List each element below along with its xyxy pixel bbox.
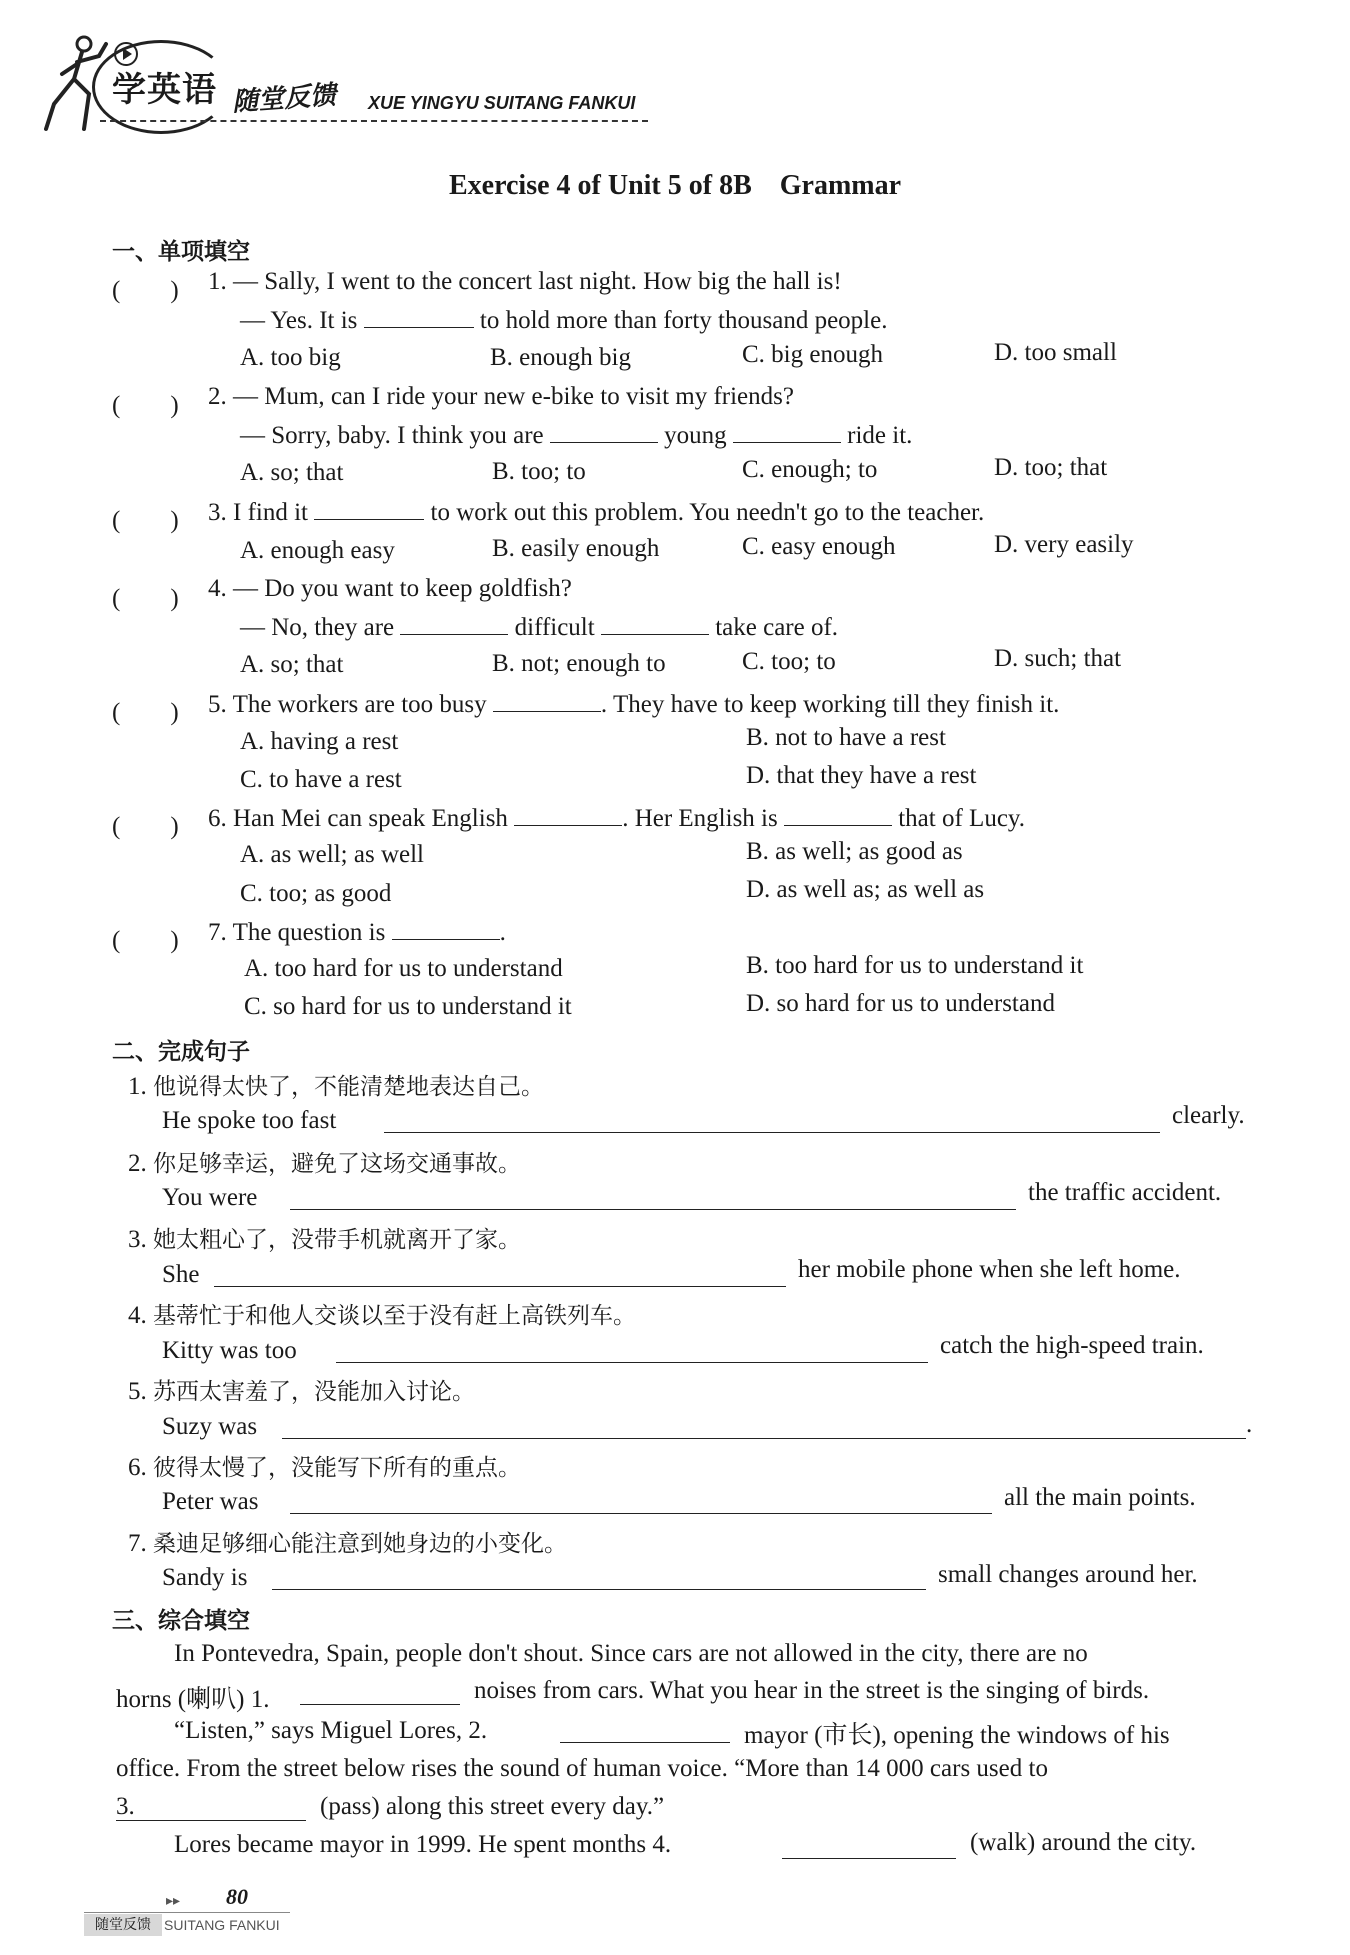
blank[interactable]	[784, 803, 892, 826]
answer-end: her mobile phone when she left home.	[798, 1256, 1181, 1283]
answer-end: .	[1246, 1411, 1253, 1438]
option-c[interactable]: C. big enough	[742, 341, 883, 368]
translate-item-2: 2. 你足够幸运，避免了这场交通事故。	[128, 1150, 521, 1177]
blank-3[interactable]	[116, 1818, 306, 1821]
passage-line-3b: mayor (市长), opening the windows of his	[744, 1722, 1170, 1749]
answer-line[interactable]	[272, 1587, 926, 1590]
answer-line[interactable]	[384, 1130, 1160, 1133]
answer-start: She	[162, 1261, 200, 1288]
question-3: 3. I find it to work out this problem. You needn't go to the teacher.	[208, 499, 985, 526]
passage-line-6b: (walk) around the city.	[970, 1829, 1197, 1856]
answer-start: Sandy is	[162, 1564, 248, 1591]
question-1-line2: — Yes. It is to hold more than forty thousand people.	[240, 307, 888, 334]
option-a[interactable]: A. so; that	[240, 651, 344, 678]
blank[interactable]	[392, 917, 500, 940]
option-d[interactable]: D. as well as; as well as	[746, 876, 985, 903]
answer-paren[interactable]: ( )	[112, 699, 179, 726]
header-pinyin: XUE YINGYU SUITANG FANKUI	[368, 93, 636, 113]
answer-end: small changes around her.	[938, 1561, 1198, 1588]
option-b[interactable]: B. too; to	[492, 458, 586, 485]
answer-line[interactable]	[214, 1284, 786, 1287]
option-b[interactable]: B. as well; as good as	[746, 838, 963, 865]
header-divider	[100, 120, 648, 122]
passage-line-5a: 3.	[116, 1793, 135, 1820]
answer-end: the traffic accident.	[1028, 1179, 1222, 1206]
option-b[interactable]: B. easily enough	[492, 535, 660, 562]
section2-heading: 二、完成句子	[112, 1039, 250, 1065]
blank-1[interactable]	[300, 1702, 460, 1705]
blank[interactable]	[400, 612, 508, 635]
passage-line-6a: Lores became mayor in 1999. He spent months 4.	[174, 1831, 672, 1858]
answer-start: Kitty was too	[162, 1337, 297, 1364]
blank[interactable]	[733, 420, 841, 443]
header-title: 学英语	[112, 70, 217, 110]
answer-paren[interactable]: ( )	[112, 813, 179, 840]
passage-line-4: office. From the street below rises the sound of human voice. “More than 14 000 cars used to	[116, 1755, 1048, 1782]
answer-end: clearly.	[1172, 1102, 1245, 1129]
option-b[interactable]: B. enough big	[490, 344, 631, 371]
footer-divider	[84, 1912, 290, 1913]
translate-item-1: 1. 他说得太快了，不能清楚地表达自己。	[128, 1073, 544, 1100]
blank[interactable]	[550, 420, 658, 443]
option-a[interactable]: A. having a rest	[240, 728, 399, 755]
option-c[interactable]: C. too; as good	[240, 880, 392, 907]
translate-item-6: 6. 彼得太慢了，没能写下所有的重点。	[128, 1454, 521, 1481]
question-1: 1. — Sally, I went to the concert last night. How big the hall is!	[208, 268, 842, 295]
question-7: 7. The question is .	[208, 919, 506, 946]
translate-item-4: 4. 基蒂忙于和他人交谈以至于没有赶上高铁列车。	[128, 1302, 636, 1329]
passage-line-1: In Pontevedra, Spain, people don't shout. Since cars are not allowed in the city, there are no	[174, 1640, 1088, 1667]
option-d[interactable]: D. such; that	[994, 645, 1122, 672]
answer-paren[interactable]: ( )	[112, 927, 179, 954]
blank[interactable]	[314, 497, 424, 520]
option-b[interactable]: B. not; enough to	[492, 650, 666, 677]
option-c[interactable]: C. easy enough	[742, 533, 896, 560]
page-title: Exercise 4 of Unit 5 of 8B Grammar	[448, 170, 902, 201]
answer-paren[interactable]: ( )	[112, 585, 179, 612]
answer-line[interactable]	[290, 1511, 992, 1514]
question-4: 4. — Do you want to keep goldfish?	[208, 575, 572, 602]
answer-paren[interactable]: ( )	[112, 392, 179, 419]
passage-line-2a: horns (喇叭) 1.	[116, 1686, 270, 1713]
option-d[interactable]: D. that they have a rest	[746, 762, 977, 789]
option-d[interactable]: D. very easily	[994, 531, 1134, 558]
answer-end: catch the high-speed train.	[940, 1332, 1204, 1359]
answer-line[interactable]	[336, 1360, 928, 1363]
answer-line[interactable]	[290, 1207, 1016, 1210]
question-2: 2. — Mum, can I ride your new e-bike to visit my friends?	[208, 383, 794, 410]
option-a[interactable]: A. too hard for us to understand	[244, 955, 563, 982]
section1-heading: 一、单项填空	[112, 239, 250, 265]
translate-item-3: 3. 她太粗心了，没带手机就离开了家。	[128, 1226, 521, 1253]
answer-start: Peter was	[162, 1488, 259, 1515]
footer-label: 随堂反馈	[84, 1914, 162, 1936]
blank-2[interactable]	[560, 1740, 730, 1743]
question-6: 6. Han Mei can speak English . Her English is that of Lucy.	[208, 805, 1026, 832]
option-d[interactable]: D. too; that	[994, 454, 1108, 481]
blank[interactable]	[601, 612, 709, 635]
arrow-icon: ▸▸	[166, 1894, 181, 1909]
answer-paren[interactable]: ( )	[112, 507, 179, 534]
answer-end: all the main points.	[1004, 1484, 1196, 1511]
option-c[interactable]: C. enough; to	[742, 456, 878, 483]
question-4-line2: — No, they are difficult take care of.	[240, 614, 839, 641]
blank-4[interactable]	[782, 1856, 956, 1859]
question-5: 5. The workers are too busy . They have to keep working till they finish it.	[208, 691, 1060, 718]
option-c[interactable]: C. to have a rest	[240, 766, 402, 793]
option-c[interactable]: C. so hard for us to understand it	[244, 993, 572, 1020]
blank[interactable]	[493, 689, 601, 712]
answer-start: You were	[162, 1184, 258, 1211]
passage-line-5b: (pass) along this street every day.”	[320, 1793, 665, 1820]
page-number: 80	[226, 1884, 248, 1909]
blank[interactable]	[514, 803, 622, 826]
answer-line[interactable]	[282, 1436, 1246, 1439]
header-script: 随堂反馈	[231, 80, 338, 118]
passage-line-2b: noises from cars. What you hear in the street is the singing of birds.	[474, 1677, 1150, 1704]
option-b[interactable]: B. not to have a rest	[746, 724, 946, 751]
translate-item-7: 7. 桑迪足够细心能注意到她身边的小变化。	[128, 1530, 567, 1557]
option-a[interactable]: A. so; that	[240, 459, 344, 486]
option-b[interactable]: B. too hard for us to understand it	[746, 952, 1084, 979]
option-a[interactable]: A. as well; as well	[240, 841, 424, 868]
answer-start: Suzy was	[162, 1413, 258, 1440]
answer-start: He spoke too fast	[162, 1107, 337, 1134]
option-a[interactable]: A. enough easy	[240, 537, 395, 564]
section3-heading: 三、综合填空	[112, 1608, 250, 1634]
question-2-line2: — Sorry, baby. I think you are young ride it.	[240, 422, 913, 449]
option-c[interactable]: C. too; to	[742, 648, 836, 675]
answer-paren[interactable]: ( )	[112, 277, 179, 304]
option-a[interactable]: A. too big	[240, 344, 341, 371]
option-d[interactable]: D. too small	[994, 339, 1117, 366]
option-d[interactable]: D. so hard for us to understand	[746, 990, 1055, 1017]
translate-item-5: 5. 苏西太害羞了，没能加入讨论。	[128, 1378, 475, 1405]
footer-pinyin: SUITANG FANKUI	[164, 1917, 280, 1933]
blank[interactable]	[364, 305, 474, 328]
passage-line-3a: “Listen,” says Miguel Lores, 2.	[174, 1717, 488, 1744]
